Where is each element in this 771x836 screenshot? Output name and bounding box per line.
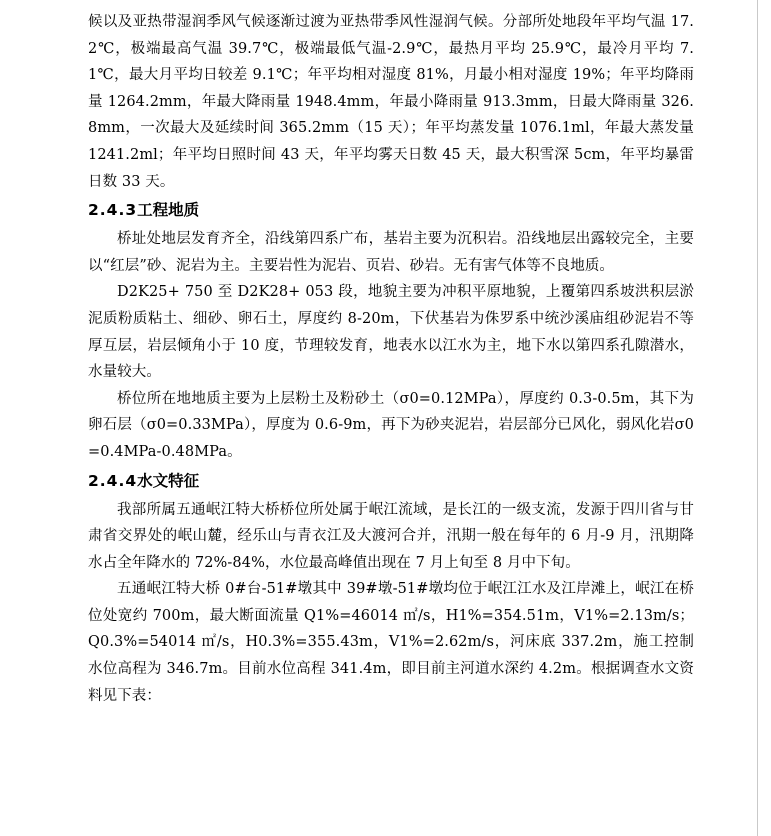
section-title: 水文特征 bbox=[137, 471, 200, 490]
geology-paragraph-1: 桥址处地层发育齐全，沿线第四系广布，基岩主要为沉积岩。沿线地层出露较完全，主要以“红层”砂、泥岩为主。主要岩性为泥岩、页岩、砂岩。无有害气体等不良地质。 bbox=[88, 231, 694, 274]
section-heading-engineering-geology bbox=[88, 195, 694, 226]
section-heading-hydrology bbox=[88, 466, 694, 497]
document-body bbox=[88, 9, 694, 709]
hydrology-paragraph-1: 我部所属五通岷江特大桥桥位所处属于岷江流域，是长江的一级支流，发源于四川省与甘肃省交界处的岷山麓，经乐山与青衣江及大渡河合并，汛期一般在每年的 6 月-9 月，汛期降水占全年降水的 72%-84%，水位最高峰值出现在 7 月上旬至 8 月中下旬。 bbox=[88, 501, 694, 571]
climate-paragraph: 候以及亚热带湿润季风气候逐渐过渡为亚热带季风性湿润气候。分部所处地段年平均气温 17.2℃，极端最高气温 39.7℃，极端最低气温-2.9℃，最热月平均 25.9℃，最冷月平均 7.1℃，最大月平均日较差 9.1℃；年平均相对湿度 81%，月最小相对湿度 19%；年平均降雨量 1264.2mm，年最大降雨量 1948.4mm，年最小降雨量 913.3mm，日最大降雨量 326.8mm，一次最大及延续时间 365.2mm（15 天）；年平均蒸发量 1076.1ml，年最大蒸发量 1241.2ml；年平均日照时间 43 天，年平均雾天日数 45 天，最大积雪深 5cm，年平均暴雷日数 33 天。 bbox=[88, 14, 694, 190]
geology-paragraph-3: 桥位所在地地质主要为上层粉土及粉砂土（σ0=0.12MPa），厚度约 0.3-0.5m，其下为卵石层（σ0=0.33MPa），厚度为 0.6-9m，再下为砂夹泥岩，岩层部分已风化，弱风化岩σ0=0.4MPa-0.48MPa。 bbox=[88, 390, 694, 460]
section-number: 2.4.3 bbox=[88, 201, 138, 220]
page-edge-rule bbox=[757, 0, 758, 836]
hydrology-paragraph-2: 五通岷江特大桥 0#台-51#墩其中 39#墩-51#墩均位于岷江江水及江岸滩上，岷江在桥位处宽约 700m，最大断面流量 Q1%=46014 ㎡/s，H1%=354.51m，V1%=2.13m/s；Q0.3%=54014 ㎡/s，H0.3%=355.43m，V1%=2.62m/s，河床底 337.2m，施工控制水位高程为 346.7m。目前水位高程 341.4m，即目前主河道水深约 4.2m。根据调查水文资料见下表： bbox=[88, 581, 694, 704]
section-number: 2.4.4 bbox=[88, 471, 138, 490]
section-title: 工程地质 bbox=[137, 201, 200, 220]
geology-paragraph-2: D2K25+ 750 至 D2K28+ 053 段，地貌主要为冲积平原地貌，上覆第四系坡洪积层淤泥质粉质粘土、细砂、卵石土，厚度约 8-20m，下伏基岩为侏罗系中统沙溪庙组砂泥岩不等厚互层，岩层倾角小于 10 度，节理较发育，地表水以江水为主，地下水以第四系孔隙潜水，水量较大。 bbox=[88, 284, 694, 381]
